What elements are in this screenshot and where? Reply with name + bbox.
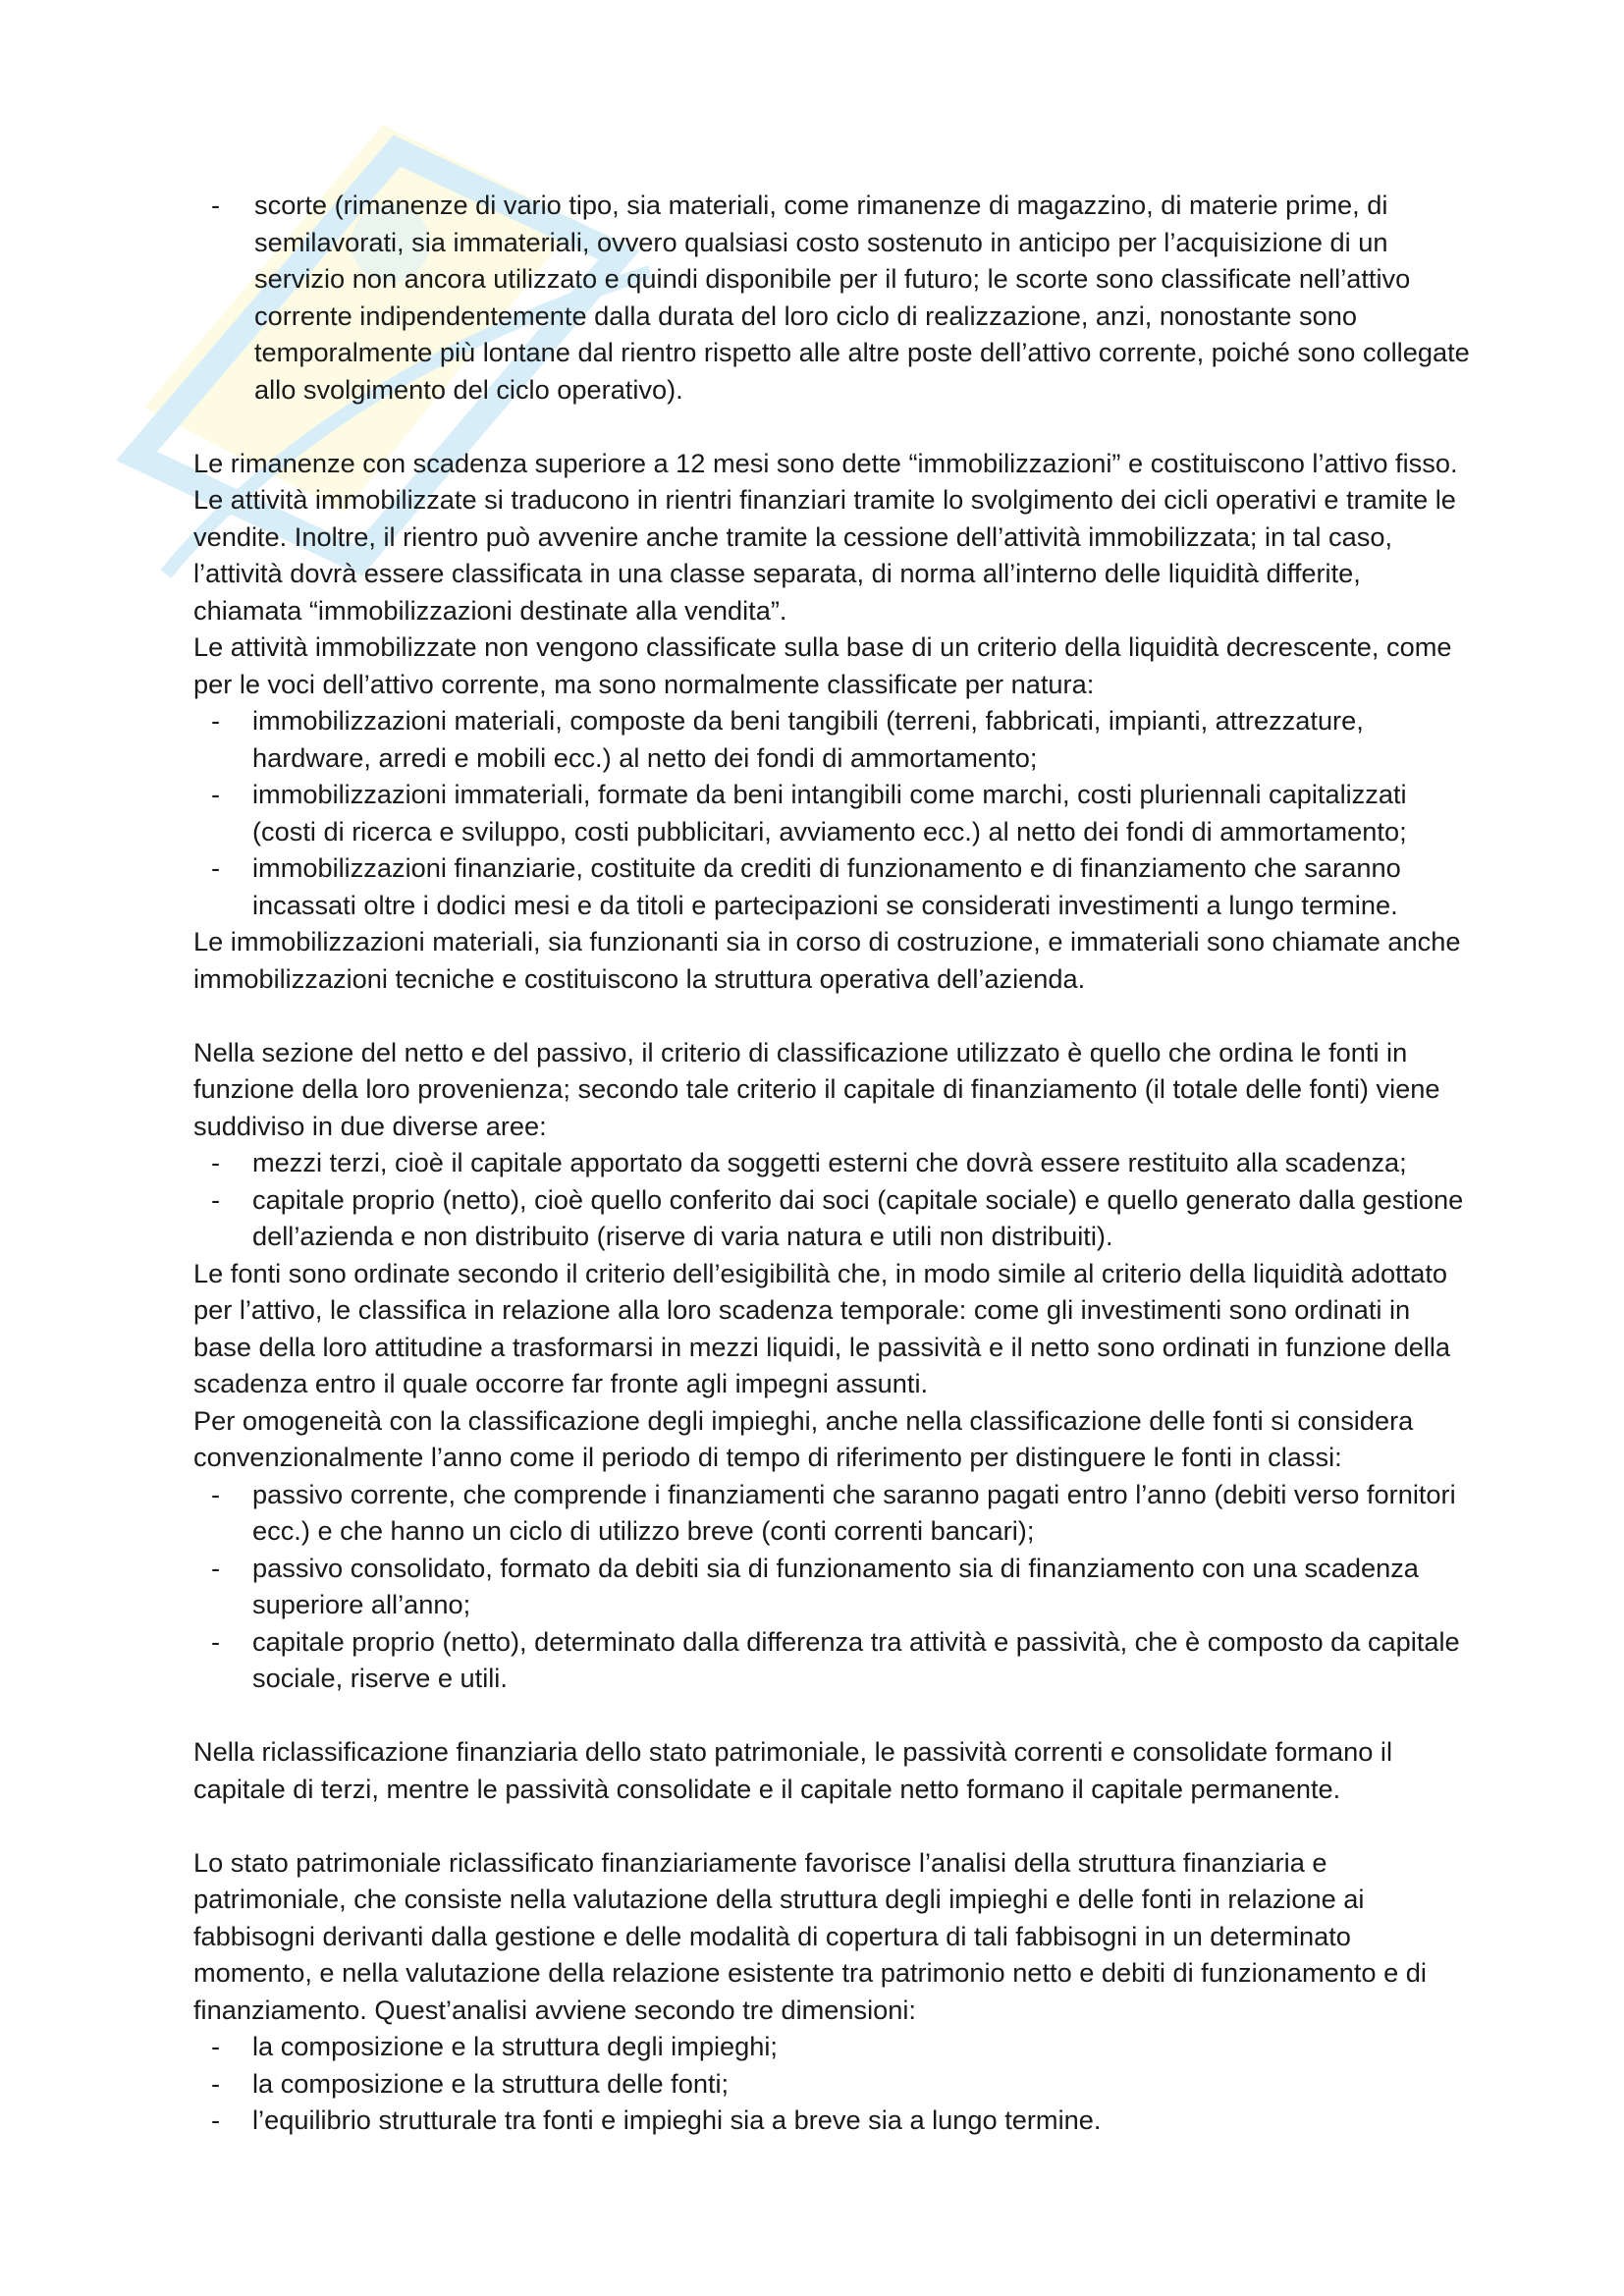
bullet-dash: - bbox=[211, 705, 221, 736]
list-aree bbox=[193, 1144, 1470, 1255]
bullet-dash: - bbox=[211, 2105, 221, 2135]
bullet-dash: - bbox=[211, 1625, 221, 1657]
paragraph-netto-passivo: Nella sezione del netto e del passivo, il criterio di classificazione utilizzato è quello che ordina le fonti in funzione della loro provenienza; secondo tale criterio il capitale di finanziamento (il totale delle fonti) viene suddiviso in due diverse aree: bbox=[193, 1036, 1440, 1141]
list-item-text: la composizione e la struttura delle fonti; bbox=[252, 2067, 730, 2099]
list-item bbox=[193, 2028, 1470, 2065]
paragraph-immobilizzazioni: Le rimanenze con scadenza superiore a 12 mesi sono dette “immobilizzazioni” e costituiscono l’attivo fisso. Le attività immobilizzate si traducono in rientri finanziari tramite lo svolgimento dei cicli operativi e tramite le vendite. Inoltre, il rientro può avvenire anche tramite la cessione dell’attività immobilizzata; in tal caso, l’attività dovrà essere classificata in una classe separata, di norma all’interno delle liquidità differite, chiamata “immobilizzazioni destinate alla vendita”. bbox=[193, 447, 1458, 626]
list-item bbox=[193, 2065, 1470, 2103]
paragraph-esigibilita: Le fonti sono ordinate secondo il criterio dell’esigibilità che, in modo simile al criterio della liquidità adottato per l’attivo, le classifica in relazione alla loro scadenza temporale: come gli investimenti sono ordinati in base della loro attitudine a trasformarsi in mezzi liquidi, le passività e il netto sono ordinati in funzione della scadenza entro il quale occorre far fronte agli impegni assunti. bbox=[193, 1257, 1451, 1398]
paragraph-omogeneita: Per omogeneità con la classificazione degli impieghi, anche nella classificazione delle fonti si considera convenzionalmente l’anno come il periodo di tempo di riferimento per distinguere le fonti in classi: bbox=[193, 1404, 1414, 1472]
list-item-text: capitale proprio (netto), cioè quello conferito dai soci (capitale sociale) e quello generato dalla gestione dell’azienda e non distribuito (riserve di varia natura e utili non distribuiti). bbox=[252, 1183, 1464, 1251]
list-item-text: immobilizzazioni immateriali, formate da beni intangibili come marchi, costi pluriennali capitalizzati (costi di ricerca e sviluppo, costi pubblicitari, avviamento ecc.) al netto dei fondi di ammortamento; bbox=[252, 779, 1407, 847]
list-item bbox=[193, 187, 1470, 408]
bullet-dash: - bbox=[211, 1147, 221, 1177]
list-item-text: capitale proprio (netto), determinato dalla differenza tra attività e passività, che è composto da capitale sociale, riserve e utili. bbox=[252, 1625, 1460, 1693]
list-item-text: immobilizzazioni materiali, composte da beni tangibili (terreni, fabbricati, impianti, attrezzature, hardware, arredi e mobili ecc.) al netto dei fondi di ammortamento; bbox=[252, 705, 1364, 773]
list-item-text: passivo consolidato, formato da debiti sia di funzionamento sia di finanziamento con una scadenza superiore all’anno; bbox=[252, 1552, 1419, 1619]
list-item bbox=[193, 1144, 1470, 1181]
list-classi bbox=[193, 1476, 1470, 1697]
list-item-text: mezzi terzi, cioè il capitale apportato da soggetti esterni che dovrà essere restituito alla scadenza; bbox=[252, 1147, 1407, 1177]
list-item-text: la composizione e la struttura degli impieghi; bbox=[252, 2031, 778, 2061]
list-item bbox=[193, 1550, 1470, 1623]
bullet-dash: - bbox=[211, 1183, 221, 1215]
paragraph-tecniche: Le immobilizzazioni materiali, sia funzionanti sia in corso di costruzione, e immateriali sono chiamate anche immobilizzazioni tecniche e costituiscono la struttura operativa dell’azienda. bbox=[193, 926, 1461, 994]
list-dimensioni bbox=[193, 2028, 1470, 2139]
bullet-dash: - bbox=[211, 779, 221, 809]
bullet-dash: - bbox=[211, 852, 221, 883]
list-item bbox=[193, 702, 1470, 776]
paragraph-natura: Le attività immobilizzate non vengono classificate sulla base di un criterio della liquidità decrescente, come per le voci dell’attivo corrente, ma sono normalmente classificate per natura: bbox=[193, 631, 1452, 699]
list-item bbox=[193, 776, 1470, 849]
bullet-dash: - bbox=[211, 2031, 221, 2061]
list-scorte bbox=[193, 187, 1470, 408]
list-item-text: l’equilibrio strutturale tra fonti e impieghi sia a breve sia a lungo termine. bbox=[252, 2105, 1102, 2135]
list-item bbox=[193, 1476, 1470, 1550]
bullet-dash: - bbox=[211, 2067, 221, 2099]
paragraph-riclassificazione: Nella riclassificazione finanziaria dello stato patrimoniale, le passività correnti e consolidate formano il capitale di terzi, mentre le passività consolidate e il capitale netto formano il capitale permanente. bbox=[193, 1736, 1393, 1804]
list-item bbox=[193, 1623, 1470, 1697]
document-body bbox=[193, 187, 1470, 2139]
list-item bbox=[193, 1181, 1470, 1255]
list-item bbox=[193, 2102, 1470, 2139]
bullet-dash: - bbox=[211, 1478, 221, 1509]
list-natura bbox=[193, 702, 1470, 923]
list-item bbox=[193, 849, 1470, 923]
list-item-text: scorte (rimanenze di vario tipo, sia materiali, come rimanenze di magazzino, di materie prime, di semilavorati, sia immateriali, ovvero qualsiasi costo sostenuto in anticipo per l’acquisizione di un servizio non ancora utilizzato e quindi disponibile per il futuro; le scorte sono classificate nell’attivo corrente indipendentemente dalla durata del loro ciclo di realizzazione, anzi, nonostante sono temporalmente più lontane dal rientro rispetto alle altre poste dell’attivo corrente, poiché sono collegate allo svolgimento del ciclo operativo). bbox=[254, 190, 1470, 405]
bullet-dash: - bbox=[211, 190, 221, 220]
bullet-dash: - bbox=[211, 1552, 221, 1583]
paragraph-analisi: Lo stato patrimoniale riclassificato finanziariamente favorisce l’analisi della struttura finanziaria e patrimoniale, che consiste nella valutazione della struttura degli impieghi e delle fonti in relazione ai fabbisogni derivanti dalla gestione e delle modalità di copertura di tali fabbisogni in un determinato momento, e nella valutazione della relazione esistente tra patrimonio netto e debiti di funzionamento e di finanziamento. Quest’analisi avviene secondo tre dimensioni: bbox=[193, 1846, 1427, 2025]
list-item-text: passivo corrente, che comprende i finanziamenti che saranno pagati entro l’anno (debiti verso fornitori ecc.) e che hanno un ciclo di utilizzo breve (conti correnti bancari); bbox=[252, 1478, 1456, 1546]
list-item-text: immobilizzazioni finanziarie, costituite da crediti di funzionamento e di finanziamento che saranno incassati oltre i dodici mesi e da titoli e partecipazioni se considerati investimenti a lungo termine. bbox=[252, 852, 1401, 920]
